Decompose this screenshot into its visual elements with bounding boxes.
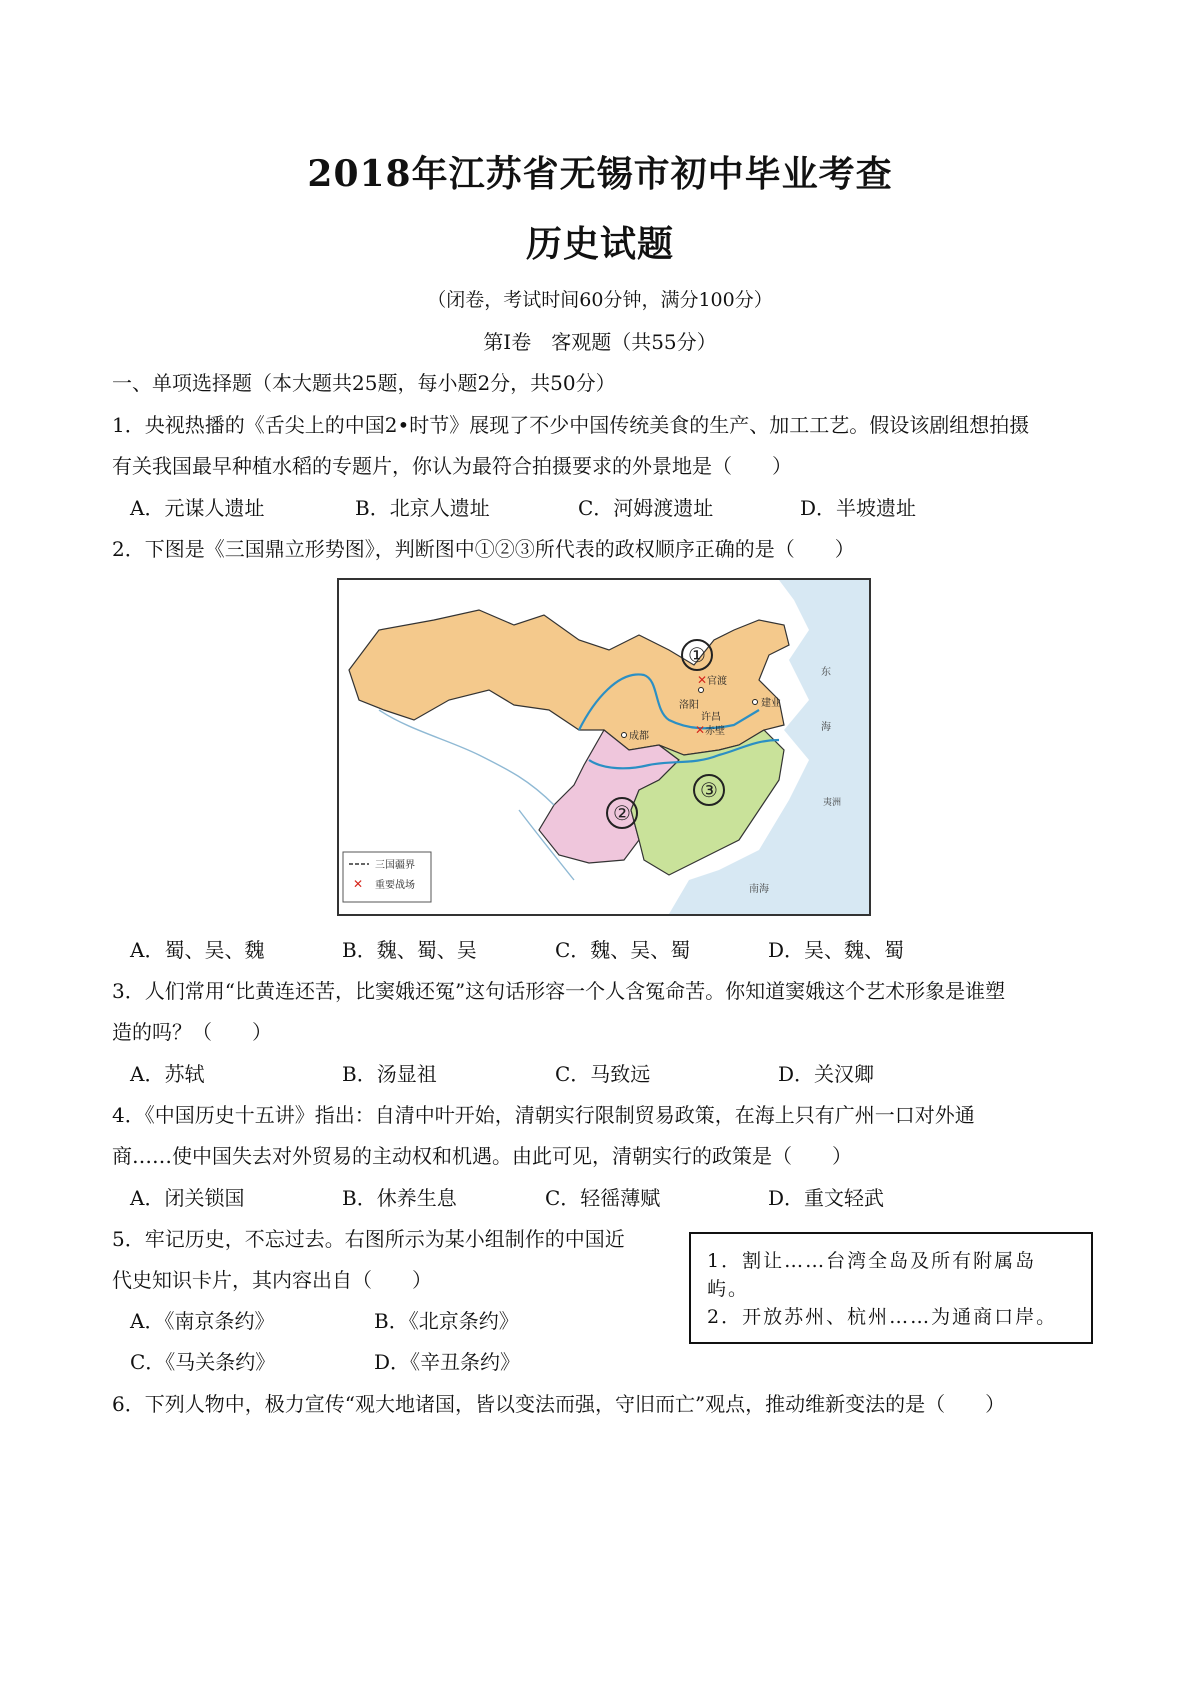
- chibi-battle-mark: ✕: [695, 723, 706, 737]
- question-1-line-1: 1．央视热播的《舌尖上的中国2•时节》展现了不少中国传统美食的生产、加工工艺。假设该剧组想拍摄: [112, 413, 1030, 437]
- question-1-line-2: 有关我国最早种植水稻的专题片，你认为最符合拍摄要求的外景地是（ ）: [112, 454, 792, 478]
- question-1-option-a: A．元谋人遗址: [130, 496, 265, 520]
- exam-subtitle: 历史试题: [525, 223, 674, 265]
- map-river-west: [379, 710, 554, 805]
- exam-note: （闭卷，考试时间60分钟，满分100分）: [427, 289, 773, 311]
- question-3-option-a: A．苏轼: [130, 1062, 205, 1086]
- question-1-option-d: D．半坡遗址: [800, 496, 917, 520]
- exam-title: 2018年江苏省无锡市初中毕业考查: [307, 153, 893, 195]
- question-5-line-2: 代史知识卡片，其内容出自（ ）: [112, 1268, 432, 1292]
- sea-label: 海: [821, 722, 831, 733]
- region-1-label: ①: [688, 643, 706, 667]
- question-4-option-b: B．休养生息: [342, 1186, 457, 1210]
- yizhou-label: 夷洲: [823, 798, 842, 808]
- question-4-option-c: C．轻徭薄赋: [545, 1186, 661, 1210]
- legend-battle-swatch: ✕: [353, 877, 364, 891]
- question-2-option-d: D．吴、魏、蜀: [768, 938, 905, 962]
- chengdu-label: 成都: [629, 731, 649, 742]
- luoyang-label: 洛阳: [679, 700, 699, 711]
- luoyang-dot: [699, 688, 704, 693]
- nanhai-label: 南海: [749, 884, 769, 895]
- question-3-option-b: B．汤显祖: [342, 1062, 437, 1086]
- question-3-line-1: 3．人们常用“比黄连还苦，比窦娥还冤”这句话形容一个人含冤命苦。你知道窦娥这个艺术形象是谁塑: [112, 979, 1006, 1003]
- question-4-line-1: 4．《中国历史十五讲》指出：自清中叶开始，清朝实行限制贸易政策，在海上只有广州一口对外通: [112, 1103, 975, 1127]
- question-6-line-1: 6．下列人物中，极力宣传“观大地诸国，皆以变法而强，守旧而亡”观点，推动维新变法的是（ ）: [112, 1392, 1006, 1416]
- region-2-label: ②: [613, 801, 631, 825]
- question-4-line-2: 商……使中国失去对外贸易的主动权和机遇。由此可见，清朝实行的政策是（ ）: [112, 1144, 852, 1168]
- question-1-option-c: C．河姆渡遗址: [578, 496, 714, 520]
- question-1-option-b: B．北京人遗址: [355, 496, 490, 520]
- card-line-3: 2．开放苏州、杭州……为通商口岸。: [707, 1306, 1058, 1328]
- question-2-line-1: 2．下图是《三国鼎立形势图》，判断图中①②③所代表的政权顺序正确的是（ ）: [112, 537, 855, 561]
- question-5-option-c: C．《马关条约》: [130, 1350, 276, 1374]
- question-5-option-b: B．《北京条约》: [374, 1309, 519, 1333]
- question-3-option-c: C．马致远: [555, 1062, 651, 1086]
- xuchang-label: 许昌: [701, 712, 721, 723]
- card-line-1: 1．割让……台湾全岛及所有附属岛: [707, 1250, 1037, 1272]
- legend-battle-label: 重要战场: [375, 880, 415, 891]
- question-3-option-d: D．关汉卿: [778, 1062, 875, 1086]
- jianye-dot: [753, 700, 758, 705]
- question-2-option-a: A．蜀、吴、魏: [130, 938, 265, 962]
- guandu-battle-mark: ✕: [697, 673, 708, 687]
- question-4-option-a: A．闭关锁国: [130, 1186, 245, 1210]
- map-legend: [343, 852, 431, 902]
- question-2-option-b: B．魏、蜀、吴: [342, 938, 477, 962]
- question-3-line-2: 造的吗？（ ）: [112, 1020, 272, 1044]
- history-knowledge-card: [689, 1232, 1093, 1344]
- part-heading: 第Ⅰ卷 客观题（共55分）: [483, 330, 717, 354]
- sea-dong-label: 东: [821, 667, 831, 678]
- question-5-option-a: A．《南京条约》: [130, 1309, 275, 1333]
- three-kingdoms-map: [337, 578, 871, 916]
- jianye-label: 建业: [761, 698, 781, 709]
- question-5-line-1: 5．牢记历史，不忘过去。右图所示为某小组制作的中国近: [112, 1227, 625, 1251]
- section-heading: 一、单项选择题（本大题共25题，每小题2分，共50分）: [112, 371, 616, 395]
- region-3-label: ③: [700, 778, 718, 802]
- legend-border-label: 三国疆界: [375, 860, 415, 871]
- chibi-label: 赤壁: [705, 726, 725, 737]
- map-svg: [339, 580, 869, 914]
- question-2-option-c: C．魏、吴、蜀: [555, 938, 691, 962]
- card-line-2: 屿。: [707, 1278, 750, 1300]
- question-4-option-d: D．重文轻武: [768, 1186, 885, 1210]
- question-5-option-d: D．《辛丑条约》: [374, 1350, 521, 1374]
- guandu-label: 官渡: [707, 676, 727, 687]
- chengdu-dot: [622, 733, 627, 738]
